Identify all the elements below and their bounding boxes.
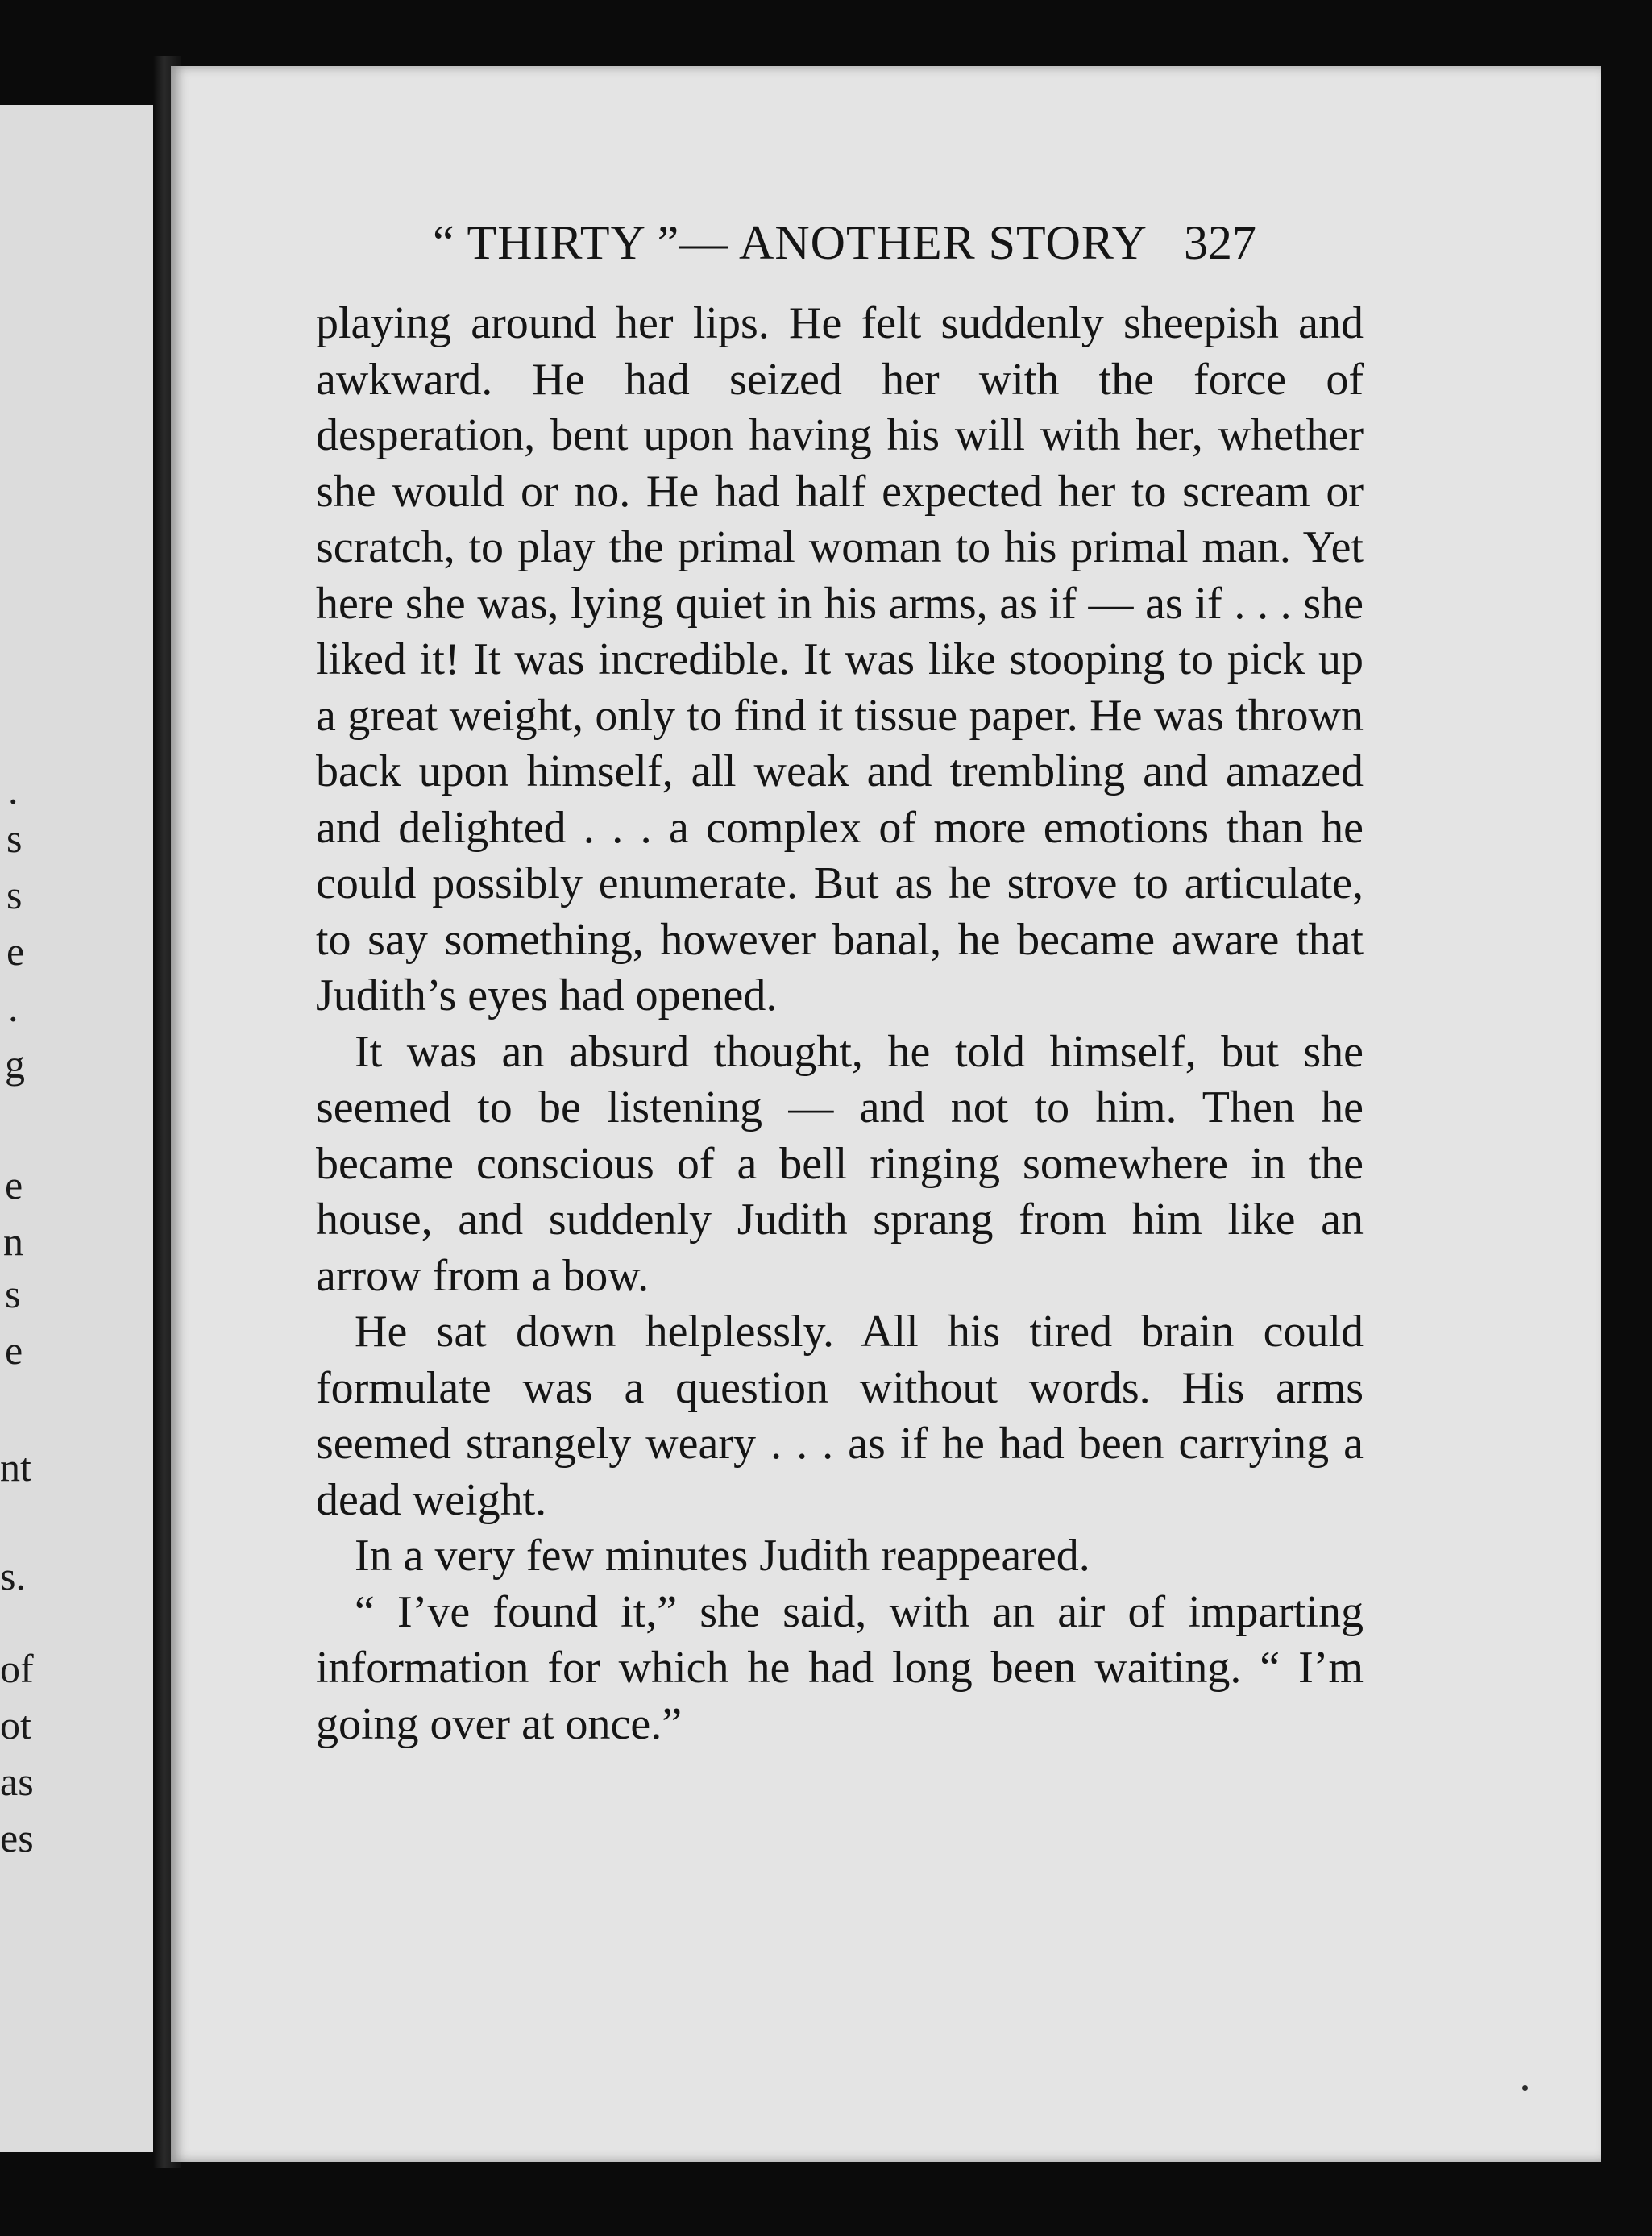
scan-speck bbox=[1522, 2085, 1528, 2091]
paragraph: He sat down helplessly. All his tired brain could formulate was a question without words. His arms seemed strangely weary . . . as if he had been carrying a dead weight. bbox=[316, 1307, 1364, 1525]
fragment-text: of bbox=[0, 1646, 34, 1691]
fragment-text: e bbox=[6, 929, 25, 974]
fragment-text: es bbox=[0, 1815, 34, 1860]
page-number: 327 bbox=[1183, 216, 1256, 269]
previous-page-text-fragments bbox=[0, 105, 153, 2152]
running-head bbox=[433, 215, 1364, 280]
fragment-text: s bbox=[6, 872, 23, 917]
paragraph: It was an absurd thought, he told himself, but she seemed to be listening — and not to him. Then he became conscious of a bell ringing somewhere in the house, and suddenly Judith sprang from him like an arrow from a bow. bbox=[316, 1026, 1364, 1301]
running-title: “ THIRTY ”— ANOTHER STORY bbox=[433, 216, 1148, 269]
paragraph: playing around her lips. He felt suddenly sheepish and awkward. He had seized her with the force of desperation, bent upon having his will with her, whether she would or no. He had half expected her to scream or scratch, to play the primal woman to his primal man. Yet here she was, lying quiet in his arms, as if — as if . . . she liked it! It was incredible. It was like stooping to pick up a great weight, only to find it tissue paper. He was thrown back upon himself, all weak and trembling and amazed and delighted . . . a complex of more emotions than he could possibly enumerate. But as he strove to articulate, to say something, however banal, he became aware that Judith’s eyes had opened. bbox=[316, 298, 1364, 1020]
fragment-text: s bbox=[6, 816, 23, 861]
fragment-text: s. bbox=[0, 1553, 26, 1598]
paragraph: “ I’ve found it,” she said, with an air of imparting information for which he had long been waiting. “ I’m going over at once.” bbox=[316, 1586, 1364, 1749]
page-content bbox=[316, 215, 1364, 1752]
paragraph: In a very few minutes Judith reappeared. bbox=[355, 1531, 1090, 1581]
book-page bbox=[171, 66, 1601, 2162]
fragment-text: e bbox=[5, 1328, 23, 1373]
fragment-text: ot bbox=[0, 1702, 31, 1748]
fragment-text: n bbox=[3, 1219, 23, 1264]
fragment-text: e bbox=[5, 1162, 23, 1207]
fragment-text: nt bbox=[0, 1444, 31, 1490]
fragment-text: . bbox=[8, 767, 19, 813]
fragment-text: s bbox=[5, 1271, 21, 1316]
fragment-text: . bbox=[8, 985, 19, 1030]
body-text bbox=[316, 296, 1364, 1752]
previous-page-edge bbox=[0, 105, 153, 2152]
fragment-text: as bbox=[0, 1759, 34, 1804]
fragment-text: g bbox=[5, 1041, 25, 1087]
